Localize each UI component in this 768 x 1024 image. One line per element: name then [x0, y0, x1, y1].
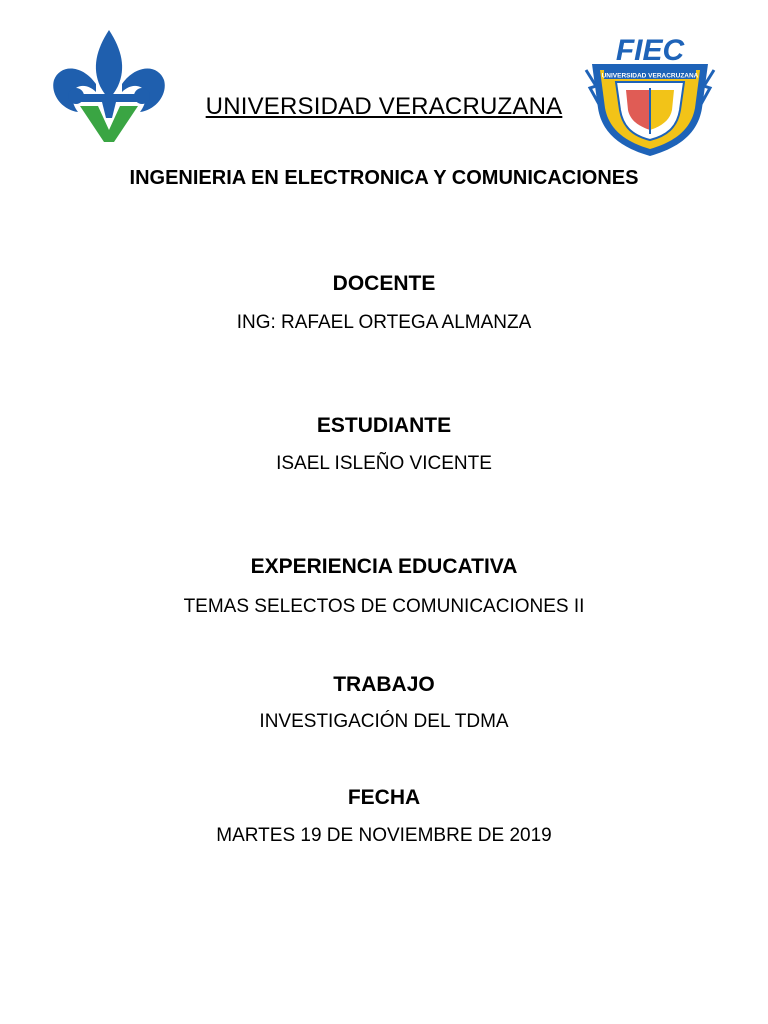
- fiec-ribbon-text: UNIVERSIDAD VERACRUZANA: [601, 72, 699, 80]
- fecha-label: FECHA: [347, 786, 421, 809]
- uv-fleur-de-lis-icon: [52, 28, 166, 144]
- docente-value: ING: RAFAEL ORTEGA ALMANZA: [236, 312, 532, 333]
- docente-label: DOCENTE: [332, 272, 436, 295]
- experiencia-value: TEMAS SELECTOS DE COMUNICACIONES II: [183, 596, 585, 617]
- fecha-value: MARTES 19 DE NOVIEMBRE DE 2019: [216, 825, 552, 846]
- experiencia-label: EXPERIENCIA EDUCATIVA: [250, 555, 518, 578]
- estudiante-label: ESTUDIANTE: [316, 414, 452, 437]
- faculty-title: INGENIERIA EN ELECTRONICA Y COMUNICACIONES: [129, 167, 639, 189]
- trabajo-label: TRABAJO: [333, 673, 435, 696]
- trabajo-value: INVESTIGACIÓN DEL TDMA: [259, 711, 509, 732]
- estudiante-value: ISAEL ISLEÑO VICENTE: [276, 453, 492, 474]
- fiec-wordmark: FIEC: [615, 34, 685, 67]
- university-title: UNIVERSIDAD VERACRUZANA: [205, 93, 563, 120]
